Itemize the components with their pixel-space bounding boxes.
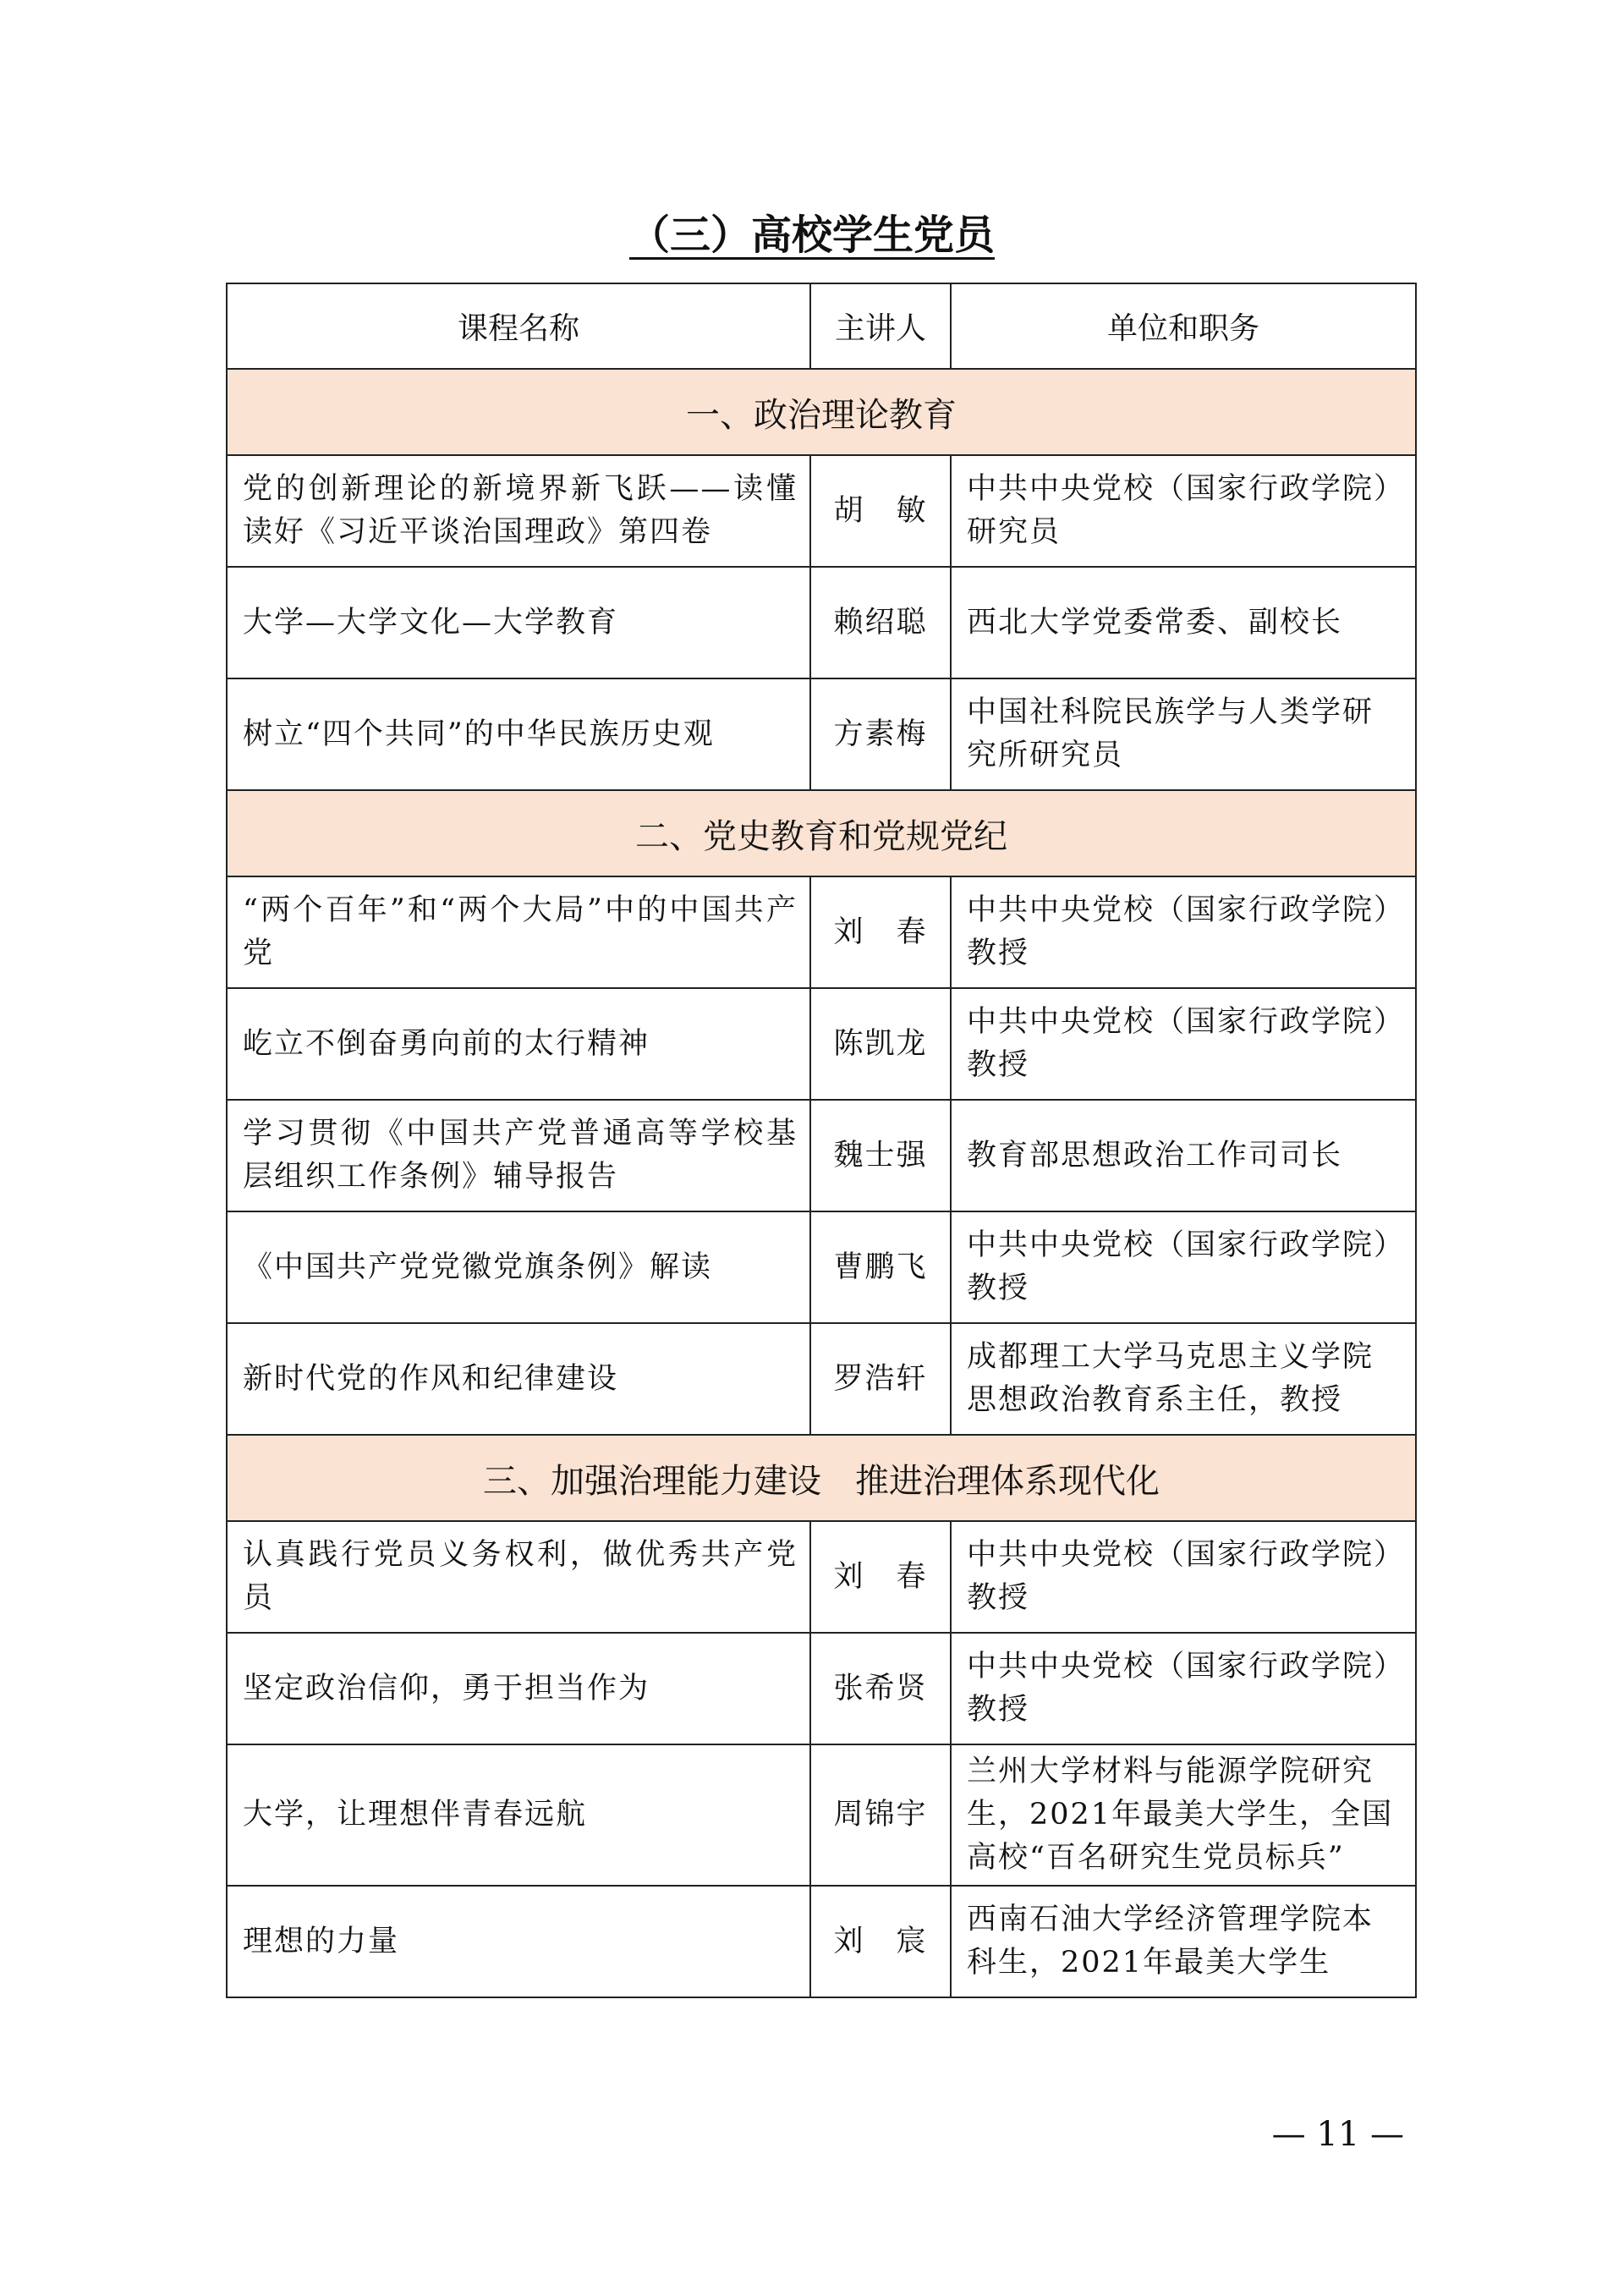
speaker-cell: 魏士强 [810,1100,951,1211]
speaker-cell: 陈凯龙 [810,988,951,1100]
course-table [226,283,1417,1998]
speaker-cell: 曹鹏飞 [810,1211,951,1323]
header-course: 课程名称 [227,283,810,369]
section-heading-row [227,790,1416,876]
section-heading: 三、加强治理能力建设 推进治理体系现代化 [227,1435,1416,1521]
table-row [227,678,1416,790]
course-cell: 树立“四个共同”的中华民族历史观 [227,678,810,790]
unit-cell: 教育部思想政治工作司司长 [951,1100,1416,1211]
unit-cell: 中共中央党校（国家行政学院）教授 [951,1211,1416,1323]
unit-cell: 成都理工大学马克思主义学院思想政治教育系主任，教授 [951,1323,1416,1435]
section-heading: 一、政治理论教育 [227,369,1416,455]
table-row [227,1323,1416,1435]
course-cell: 认真践行党员义务权利，做优秀共产党员 [227,1521,810,1633]
course-cell: 大学，让理想伴青春远航 [227,1744,810,1886]
page-number: — 11 — [1271,2115,1404,2154]
unit-cell: 西北大学党委常委、副校长 [951,567,1416,678]
speaker-cell: 刘 春 [810,876,951,988]
section-heading-row [227,1435,1416,1521]
unit-cell: 中共中央党校（国家行政学院）教授 [951,1521,1416,1633]
course-cell: 党的创新理论的新境界新飞跃——读懂读好《习近平谈治国理政》第四卷 [227,455,810,567]
course-cell: 屹立不倒奋勇向前的太行精神 [227,988,810,1100]
speaker-cell: 方素梅 [810,678,951,790]
course-cell: 坚定政治信仰，勇于担当作为 [227,1633,810,1744]
unit-cell: 中共中央党校（国家行政学院）研究员 [951,455,1416,567]
table-row [227,1100,1416,1211]
page-title [0,210,1624,261]
table-row [227,1886,1416,1997]
unit-cell: 中共中央党校（国家行政学院）教授 [951,1633,1416,1744]
unit-cell: 兰州大学材料与能源学院研究生，2021年最美大学生，全国高校“百名研究生党员标兵” [951,1744,1416,1886]
speaker-cell: 刘 宸 [810,1886,951,1997]
table-row [227,1744,1416,1886]
course-cell: “两个百年”和“两个大局”中的中国共产党 [227,876,810,988]
table-row [227,455,1416,567]
header-unit: 单位和职务 [951,283,1416,369]
course-cell: 《中国共产党党徽党旗条例》解读 [227,1211,810,1323]
table-header-row [227,283,1416,369]
course-cell: 理想的力量 [227,1886,810,1997]
table-row [227,567,1416,678]
speaker-cell: 周锦宇 [810,1744,951,1886]
section-heading-row [227,369,1416,455]
course-cell: 新时代党的作风和纪律建设 [227,1323,810,1435]
unit-cell: 中共中央党校（国家行政学院）教授 [951,988,1416,1100]
table-row [227,876,1416,988]
speaker-cell: 赖绍聪 [810,567,951,678]
unit-cell: 西南石油大学经济管理学院本科生，2021年最美大学生 [951,1886,1416,1997]
header-speaker: 主讲人 [810,283,951,369]
table-row [227,1521,1416,1633]
unit-cell: 中共中央党校（国家行政学院）教授 [951,876,1416,988]
table-row [227,988,1416,1100]
speaker-cell: 罗浩轩 [810,1323,951,1435]
course-cell: 大学—大学文化—大学教育 [227,567,810,678]
page-title-text: （三）高校学生党员 [628,211,995,259]
table-row [227,1633,1416,1744]
section-heading: 二、党史教育和党规党纪 [227,790,1416,876]
table-row [227,1211,1416,1323]
speaker-cell: 刘 春 [810,1521,951,1633]
course-cell: 学习贯彻《中国共产党普通高等学校基层组织工作条例》辅导报告 [227,1100,810,1211]
speaker-cell: 胡 敏 [810,455,951,567]
speaker-cell: 张希贤 [810,1633,951,1744]
unit-cell: 中国社科院民族学与人类学研究所研究员 [951,678,1416,790]
